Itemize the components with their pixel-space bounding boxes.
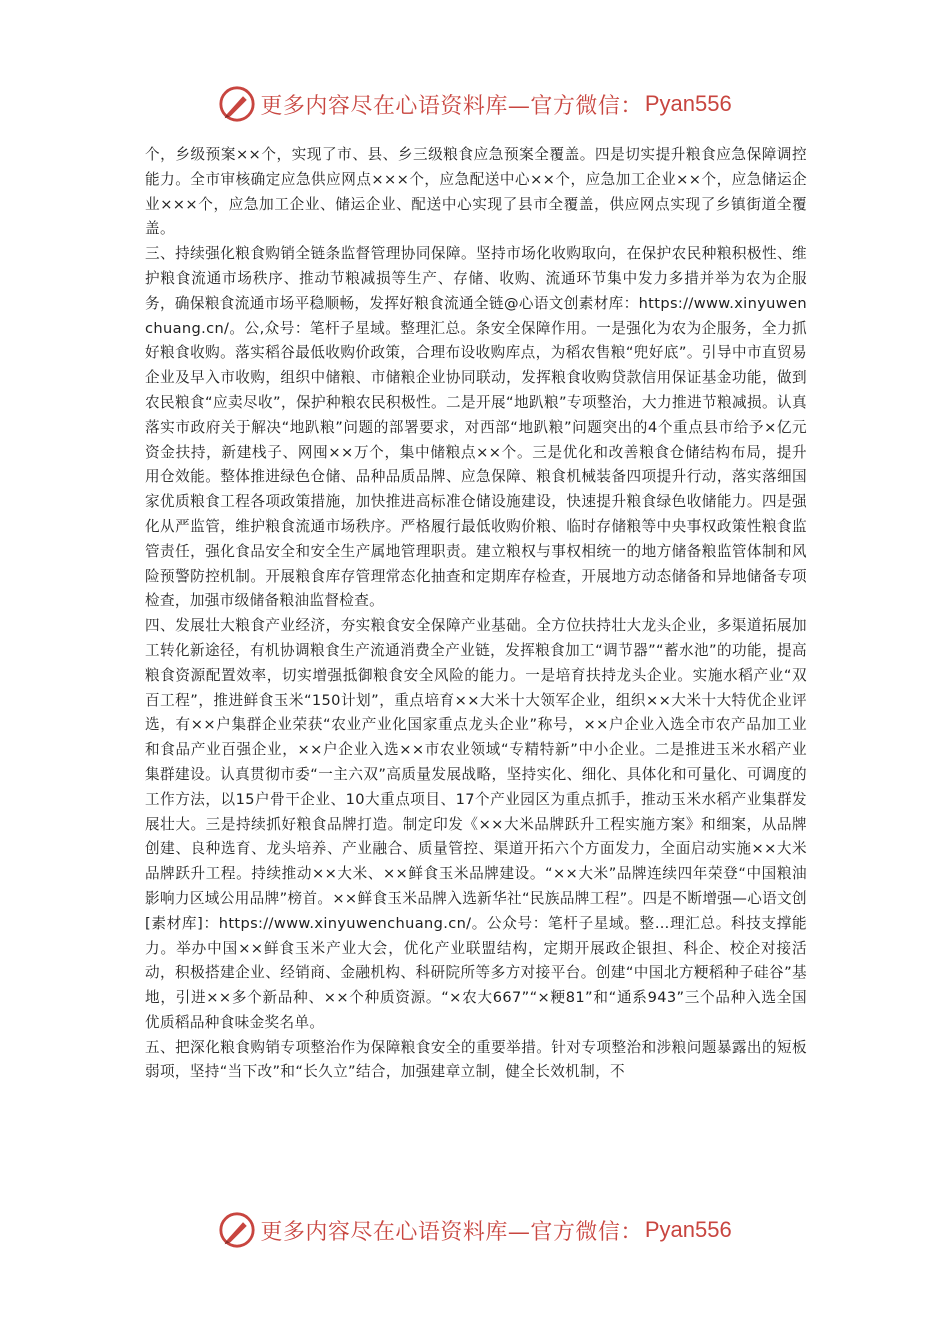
document-body [145, 143, 807, 1085]
paragraph-3: 四、发展壮大粮食产业经济，夯实粮食安全保障产业基础。全方位扶持壮大龙头企业，多渠道拓展加工转化新途径，有机协调粮食生产流通消费全产业链，发挥粮食加工“调节器”“蓄水池”的功能，提高粮食资源配置效率，切实增强抵御粮食安全风险的能力。一是培育扶持龙头企业。实施水稻产业“双百工程”，推进鲜食玉米“150计划”，重点培育××大米十大领军企业，组织××大米十大特优企业评选，有××户集群企业荣获“农业产业化国家重点龙头企业”称号，××户企业入选全市农产品加工业和食品产业百强企业，××户企业入选××市农业领域“专精特新”中小企业。二是推进玉米水稻产业集群建设。认真贯彻市委“一主六双”高质量发展战略，坚持实化、细化、具体化和可量化、可调度的工作方法，以15户骨干企业、10大重点项目、17个产业园区为重点抓手，推动玉米水稻产业集群发展壮大。三是持续抓好粮食品牌打造。制定印发《××大米品牌跃升工程实施方案》和细案，从品牌创建、良种选育、龙头培养、产业融合、质量管控、渠道开拓六个方面发力，全面启动实施××大米品牌跃升工程。持续推动××大米、××鲜食玉米品牌建设。“××大米”品牌连续四年荣登“中国粮油影响力区域公用品牌”榜首。××鲜食玉米品牌入选新华社“民族品牌工程”。四是不断增强—心语文创[素材库]：https://www.xinyuwenchuang.cn/。公众号：笔杆子星域。整…理汇总。科技支撑能力。举办中国××鲜食玉米产业大会，优化产业联盟结构，定期开展政企银担、科企、校企对接活动，积极搭建企业、经销商、金融机构、科研院所等多方对接平台。创建“中国北方粳稻种子硅谷”基地，引进××多个新品种、××个种质资源。“×农大667”“×粳81”和“通系943”三个品种入选全国优质稻品种食味金奖名单。 [145, 617, 807, 1031]
banner-wechat-handle: Pyan556 [644, 1217, 732, 1242]
footer-banner [0, 1208, 950, 1252]
banner-text: 更多内容尽在心语资料库—官方微信： [260, 93, 643, 119]
pen-logo-icon [218, 85, 256, 123]
paragraph-2: 三、持续强化粮食购销全链条监督管理协同保障。坚持市场化收购取向，在保护农民种粮积极性、维护粮食流通市场秩序、推动节粮减损等生产、存储、收购、流通环节集中发力多措并举为农为企服务，确保粮食流通市场平稳顺畅，发挥好粮食流通全链@心语文创素材库：https://www.xinyuwenchuang.cn/。公,众号：笔杆子星域。整理汇总。条安全保障作用。一是强化为农为企服务，全力抓好粮食收购。落实稻谷最低收购价政策，合理布设收购库点，为稻农售粮“兜好底”。引导中市直贸易企业及早入市收购，组织中储粮、市储粮企业协同联动，发挥粮食收购贷款信用保证基金功能，做到农民粮食“应卖尽收”，保护种粮农民积极性。二是开展“地趴粮”专项整治，大力推进节粮减损。认真落实市政府关于解决“地趴粮”问题的部署要求，对西部“地趴粮”问题突出的4个重点县市给予×亿元资金扶持，新建栈子、网囤××万个，集中储粮点××个。三是优化和改善粮食仓储结构布局，提升用仓效能。整体推进绿色仓储、品种品质品牌、应急保障、粮食机械装备四项提升行动，落实落细国家优质粮食工程各项政策措施，加快推进高标准仓储设施建设，快速提升粮食绿色收储能力。四是强化从严监管，维护粮食流通市场秩序。严格履行最低收购价粮、临时存储粮等中央事权政策性粮食监管责任，强化食品安全和安全生产属地管理职责。建立粮权与事权相统一的地方储备粮监管体制和风险预警防控机制。开展粮食库存管理常态化抽查和定期库存检查，开展地方动态储备和异地储备专项检查，加强市级储备粮油监督检查。 [145, 245, 807, 610]
paragraph-4: 五、把深化粮食购销专项整治作为保障粮食安全的重要举措。针对专项整治和涉粮问题暴露出的短板弱项，坚持“当下改”和“长久立”结合，加强建章立制，健全长效机制，不 [145, 1038, 807, 1081]
paragraph-1: 个，乡级预案××个，实现了市、县、乡三级粮食应急预案全覆盖。四是切实提升粮食应急保障调控能力。全市审核确定应急供应网点×××个，应急配送中心××个，应急加工企业××个，应急储运企业×××个，应急加工企业、储运企业、配送中心实现了县市全覆盖，供应网点实现了乡镇街道全覆盖。 [145, 146, 807, 238]
pen-logo-icon [218, 1211, 256, 1249]
banner-wechat-handle: Pyan556 [644, 91, 732, 116]
header-banner [0, 82, 950, 126]
banner-text: 更多内容尽在心语资料库—官方微信： [260, 1219, 643, 1245]
